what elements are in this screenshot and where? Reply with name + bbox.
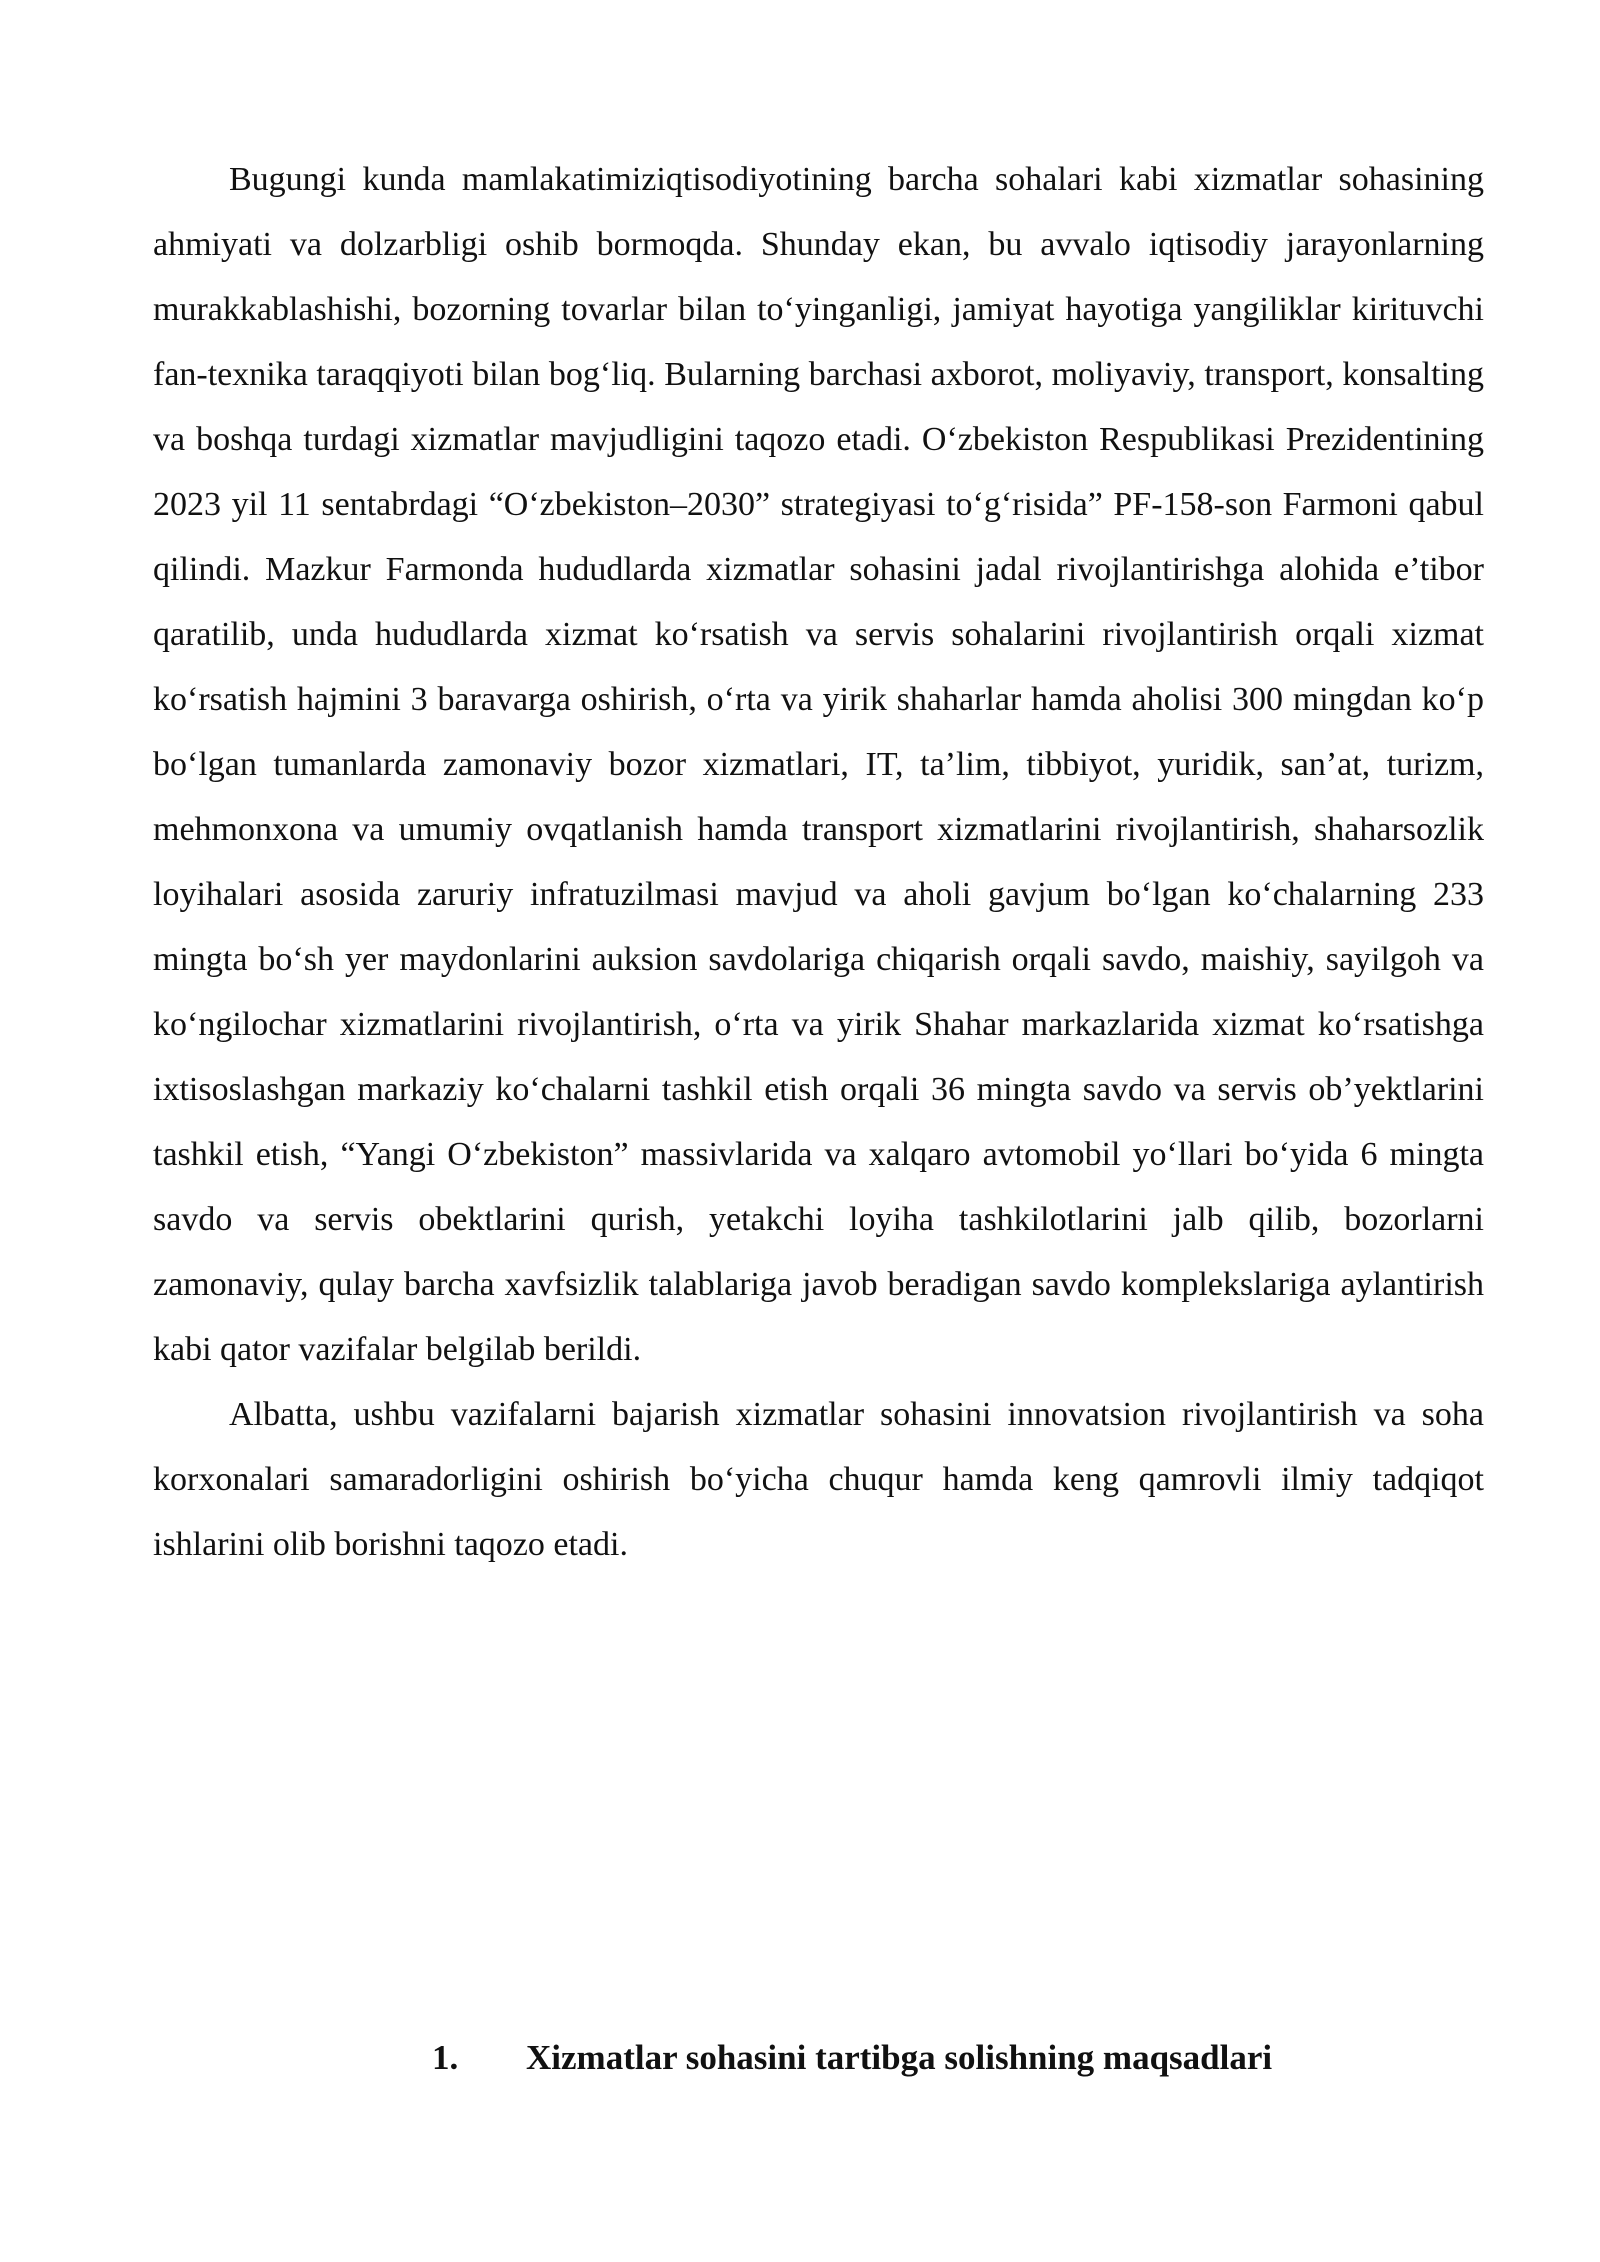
document-body [153,147,1484,1577]
paragraph-intro: Bugungi kunda mamlakatimiziqtisodiyotining barcha sohalari kabi xizmatlar sohasining ahmiyati va dolzarbligi oshib bormoqda. Shunday ekan, bu avvalo iqtisodiy jarayonlarning murakkablashishi, bozorning tovarlar bilan to‘yinganligi, jamiyat hayotiga yangiliklar kirituvchi fan-texnika taraqqiyoti bilan bog‘liq. Bularning barchasi axborot, moliyaviy, transport, konsalting va boshqa turdagi xizmatlar mavjudligini taqozo etadi. O‘zbekiston Respublikasi Prezidentining 2023 yil 11 sentabrdagi “O‘zbekiston–2030” strategiyasi to‘g‘risida” PF-158-son Farmoni qabul qilindi. Mazkur Farmonda hududlarda xizmatlar sohasini jadal rivojlantirishga alohida e’tibor qaratilib, unda hududlarda xizmat ko‘rsatish va servis sohalarini rivojlantirish orqali xizmat ko‘rsatish hajmini 3 baravarga oshirish, o‘rta va yirik shaharlar hamda aholisi 300 mingdan ko‘p bo‘lgan tumanlarda zamonaviy bozor xizmatlari, IT, ta’lim, tibbiyot, yuridik, san’at, turizm, mehmonxona va umumiy ovqatlanish hamda transport xizmatlarini rivojlantirish, shaharsozlik loyihalari asosida zaruriy infratuzilmasi mavjud va aholi gavjum bo‘lgan ko‘chalarning 233 mingta bo‘sh yer maydonlarini auksion savdolariga chiqarish orqali savdo, maishiy, sayilgoh va ko‘ngilochar xizmatlarini rivojlantirish, o‘rta va yirik Shahar markazlarida xizmat ko‘rsatishga ixtisoslashgan markaziy ko‘chalarni tashkil etish orqali 36 mingta savdo va servis ob’yektlarini tashkil etish, “Yangi O‘zbekiston” massivlarida va xalqaro avtomobil yo‘llari bo‘yida 6 mingta savdo va servis obektlarini qurish, yetakchi loyiha tashkilotlarini jalb qilib, bozorlarni zamonaviy, qulay barcha xavfsizlik talablariga javob beradigan savdo komplekslariga aylantirish kabi qator vazifalar belgilab berildi. [153,161,1484,1368]
section-heading-title: Xizmatlar sohasini tartibga solishning maqsadlari [526,2038,1273,2077]
section-heading-number: 1. [432,2038,459,2077]
paragraph-conclusion: Albatta, ushbu vazifalarni bajarish xizmatlar sohasini innovatsion rivojlantirish va soha korxonalari samaradorligini oshirish bo‘yicha chuqur hamda keng qamrovli ilmiy tadqiqot ishlarini olib borishni taqozo etadi. [153,1396,1484,1563]
